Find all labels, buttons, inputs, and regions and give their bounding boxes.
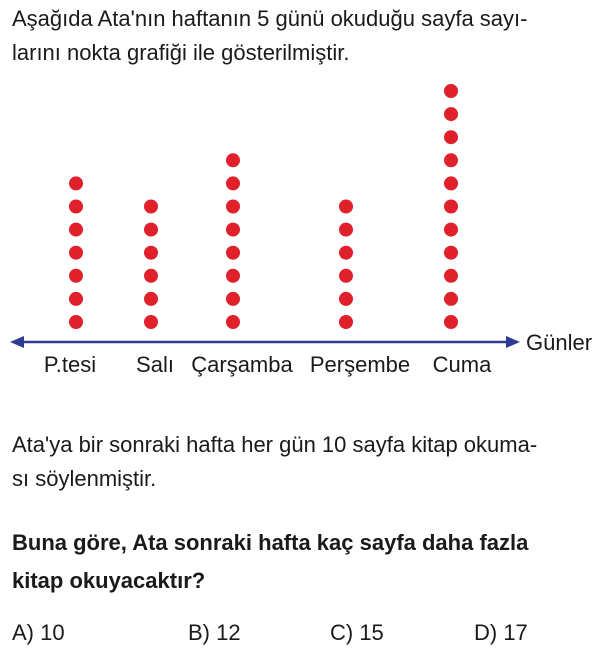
- dot: [226, 292, 240, 306]
- dot: [69, 246, 83, 260]
- intro-line-2: larını nokta grafiği ile gösterilmiştir.: [12, 40, 350, 65]
- category-label: Salı: [136, 352, 174, 377]
- dot: [444, 200, 458, 214]
- dot: [339, 269, 353, 283]
- category-label: Perşembe: [309, 352, 411, 377]
- dot: [444, 84, 458, 98]
- dot-plot: [0, 80, 610, 380]
- dot: [226, 315, 240, 329]
- dot: [444, 292, 458, 306]
- answer-options: [12, 620, 602, 654]
- dot: [226, 246, 240, 260]
- question-text: [12, 524, 607, 600]
- dot: [444, 246, 458, 260]
- dot: [69, 292, 83, 306]
- option-b[interactable]: B) 12: [188, 620, 241, 645]
- option-c[interactable]: C) 15: [330, 620, 384, 645]
- dot: [444, 315, 458, 329]
- dot: [144, 246, 158, 260]
- dot: [444, 223, 458, 237]
- dot: [144, 292, 158, 306]
- info-line-2: sı söylenmiştir.: [12, 466, 157, 491]
- question-line-1: Buna göre, Ata sonraki hafta kaç sayfa daha fazla: [12, 530, 529, 555]
- category-label: Cuma: [432, 352, 492, 377]
- dot: [144, 200, 158, 214]
- dot: [226, 223, 240, 237]
- x-axis: [10, 330, 592, 355]
- dot: [444, 153, 458, 167]
- dot: [444, 176, 458, 190]
- intro-text: [12, 2, 602, 70]
- dot: [339, 292, 353, 306]
- dot: [69, 176, 83, 190]
- dot: [226, 176, 240, 190]
- dot: [226, 200, 240, 214]
- dot: [339, 315, 353, 329]
- dot: [444, 269, 458, 283]
- category-label: Çarşamba: [191, 352, 293, 377]
- dot: [144, 269, 158, 283]
- x-axis-label: Günler: [526, 330, 593, 355]
- dot: [69, 223, 83, 237]
- info-line-1: Ata'ya bir sonraki hafta her gün 10 sayfa kitap okuma-: [12, 432, 538, 457]
- dot: [444, 107, 458, 121]
- option-a[interactable]: A) 10: [12, 620, 65, 645]
- dot: [144, 223, 158, 237]
- dot: [226, 269, 240, 283]
- dot: [69, 315, 83, 329]
- category-labels: [44, 352, 492, 377]
- dot: [339, 246, 353, 260]
- dot: [226, 153, 240, 167]
- question-line-2: kitap okuyacaktır?: [12, 568, 206, 593]
- axis-arrow-left: [10, 336, 24, 348]
- dot: [339, 223, 353, 237]
- dot: [444, 130, 458, 144]
- axis-arrow-right: [506, 336, 520, 348]
- dots: [69, 84, 458, 329]
- category-label: P.tesi: [43, 352, 97, 377]
- intro-line-1: Aşağıda Ata'nın haftanın 5 günü okuduğu sayfa sayı-: [12, 6, 528, 31]
- option-d[interactable]: D) 17: [474, 620, 528, 645]
- info-paragraph: [12, 428, 607, 496]
- dot: [69, 269, 83, 283]
- dot: [69, 200, 83, 214]
- dot: [339, 200, 353, 214]
- dot: [144, 315, 158, 329]
